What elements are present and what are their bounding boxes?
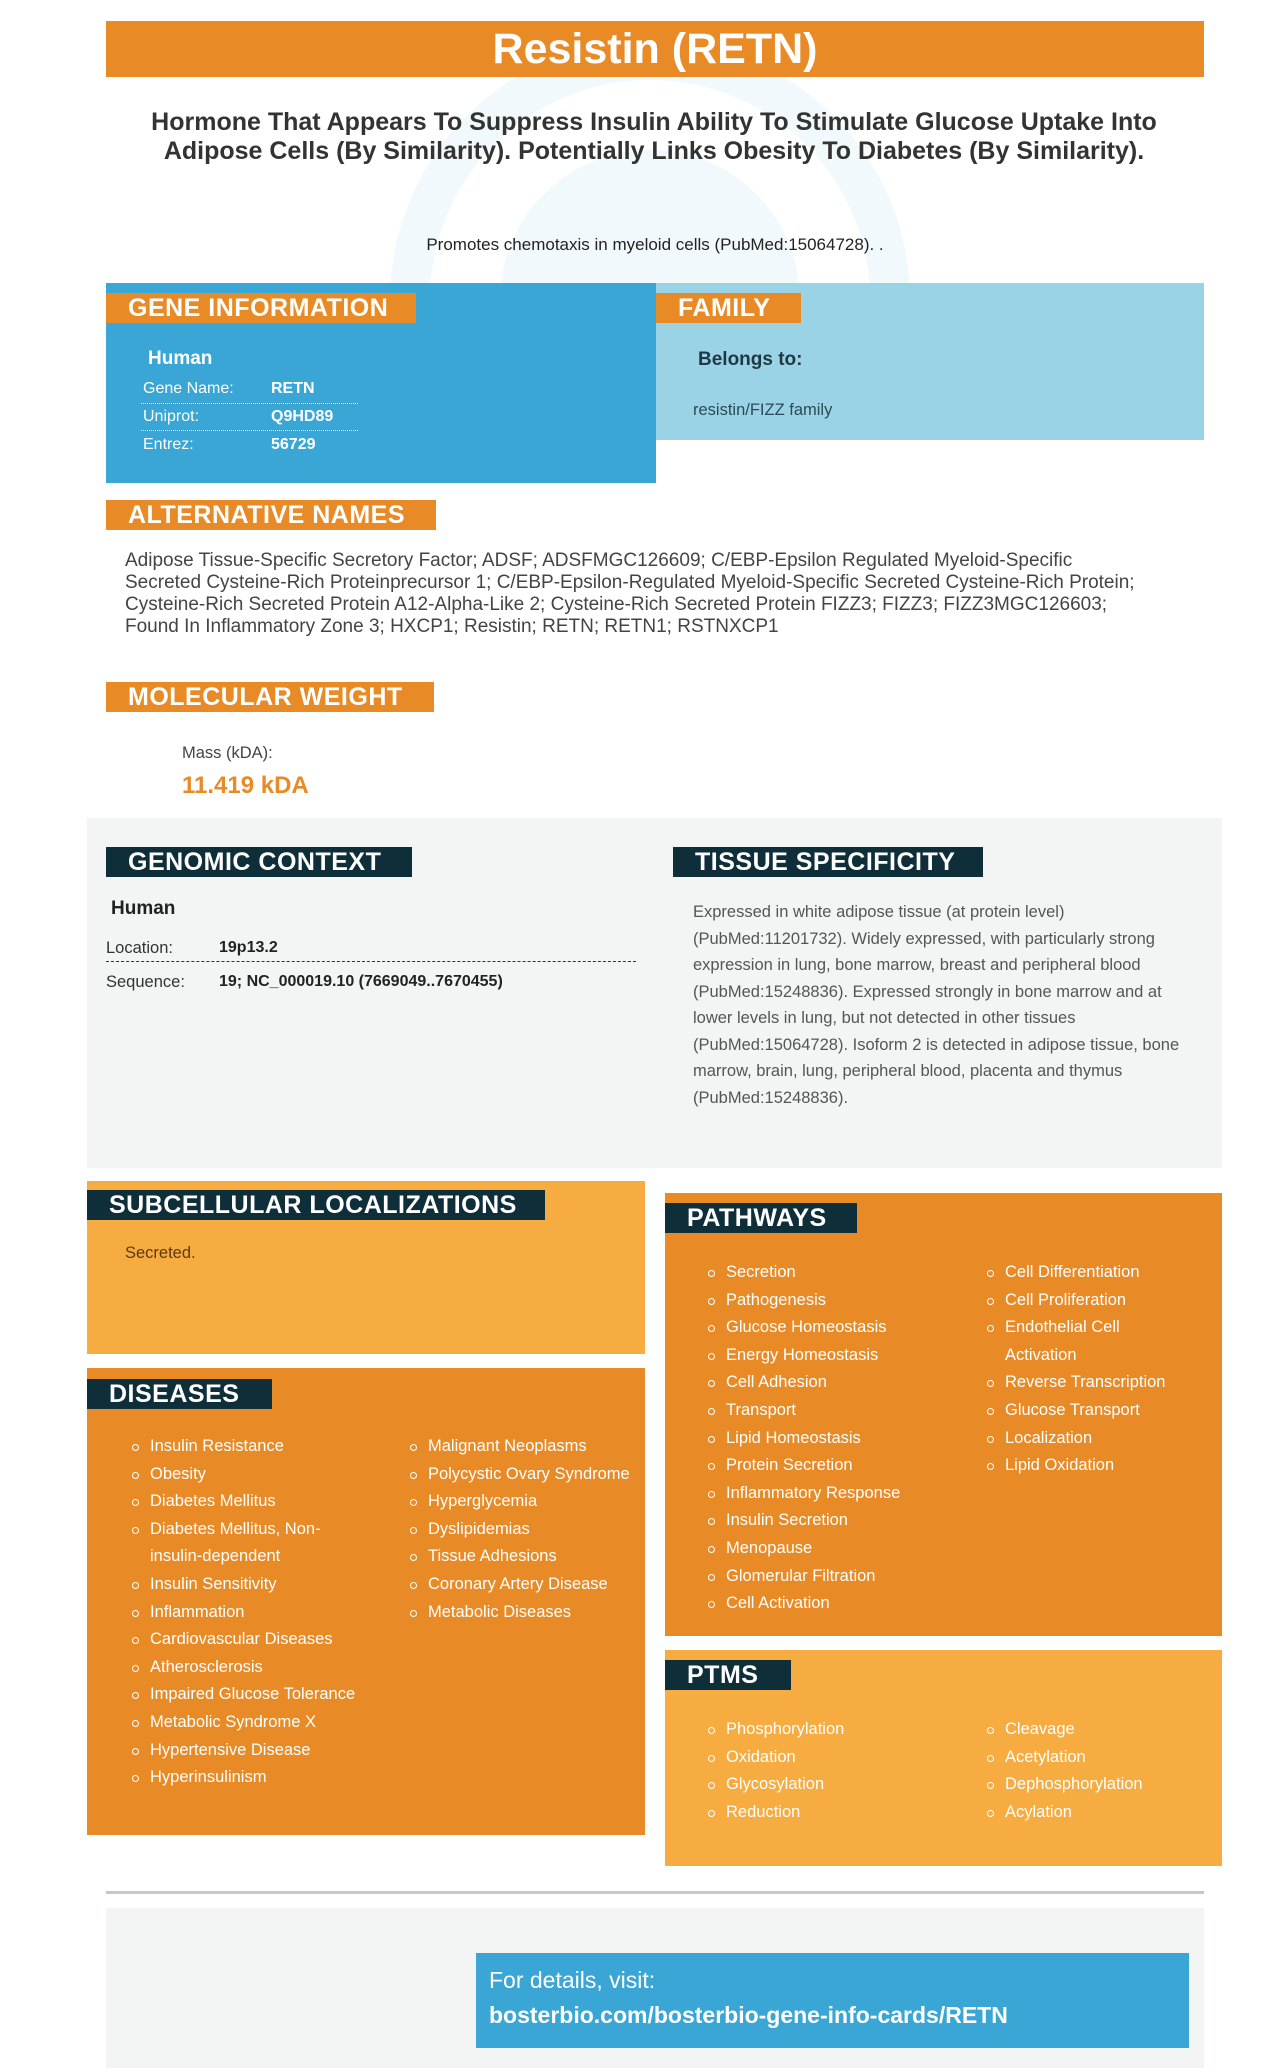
- alternative-names-header: ALTERNATIVE NAMES: [106, 500, 436, 530]
- pathway-item: Localization: [985, 1425, 1185, 1453]
- ptm-item: Oxidation: [706, 1744, 956, 1772]
- location-label: Location:: [106, 939, 173, 957]
- pathway-item: Cell Differentiation: [985, 1259, 1185, 1287]
- disease-item: Inflammation: [130, 1599, 370, 1627]
- details-label: For details, visit:: [489, 1967, 656, 1993]
- footer-divider: [106, 1891, 1204, 1894]
- pathway-item: Glomerular Filtration: [706, 1563, 956, 1591]
- gene-species: Human: [148, 348, 213, 369]
- disease-item: Diabetes Mellitus: [130, 1488, 370, 1516]
- ptm-item: Cleavage: [985, 1716, 1185, 1744]
- sequence-label: Sequence:: [106, 973, 185, 991]
- pathway-item: Glucose Homeostasis: [706, 1314, 956, 1342]
- molecular-weight-header: MOLECULAR WEIGHT: [106, 682, 434, 712]
- pathway-item: Inflammatory Response: [706, 1480, 956, 1508]
- diseases-header: DISEASES: [87, 1379, 272, 1409]
- pathway-item: Energy Homeostasis: [706, 1342, 956, 1370]
- ptms-header: PTMS: [665, 1660, 791, 1690]
- gene-name-label: Gene Name:: [143, 380, 234, 397]
- belongs-to-label: Belongs to:: [698, 349, 803, 370]
- disease-item: Obesity: [130, 1461, 370, 1489]
- disease-item: Hypertensive Disease: [130, 1737, 370, 1765]
- disease-item: Metabolic Syndrome X: [130, 1709, 370, 1737]
- disease-item: Insulin Resistance: [130, 1433, 370, 1461]
- genomic-context-header: GENOMIC CONTEXT: [106, 847, 412, 877]
- pathway-item: Glucose Transport: [985, 1397, 1185, 1425]
- disease-item: Coronary Artery Disease: [408, 1571, 638, 1599]
- disease-item: Hyperinsulinism: [130, 1764, 370, 1792]
- disease-item: Tissue Adhesions: [408, 1543, 638, 1571]
- disease-item: Atherosclerosis: [130, 1654, 370, 1682]
- function-note: Promotes chemotaxis in myeloid cells (PubMed:15064728). .: [426, 235, 884, 254]
- tissue-specificity-header: TISSUE SPECIFICITY: [673, 847, 983, 877]
- pathway-item: Reverse Transcription: [985, 1369, 1185, 1397]
- gene-information-header: GENE INFORMATION: [106, 293, 416, 323]
- pathways-list-col2: [985, 1259, 1185, 1480]
- gene-name-value: RETN: [271, 380, 315, 397]
- family-value: resistin/FIZZ family: [693, 401, 833, 419]
- pathway-item: Menopause: [706, 1535, 956, 1563]
- gene-function-summary: Hormone That Appears To Suppress Insulin Ability To Stimulate Glucose Uptake Into Adipose Cells (By Similarity). Potentially Links Obesity To Diabetes (By Similarity).: [151, 108, 1157, 165]
- disease-item: Cardiovascular Diseases: [130, 1626, 370, 1654]
- pathway-item: Transport: [706, 1397, 956, 1425]
- pathway-item: Lipid Homeostasis: [706, 1425, 956, 1453]
- details-url-link[interactable]: bosterbio.com/bosterbio-gene-info-cards/RETN: [489, 2002, 1008, 2028]
- disease-item: Metabolic Diseases: [408, 1599, 638, 1627]
- subcellular-localizations-header: SUBCELLULAR LOCALIZATIONS: [87, 1190, 545, 1220]
- gene-name-row: [141, 378, 358, 404]
- ptm-item: Dephosphorylation: [985, 1771, 1185, 1799]
- ptms-list-col1: [706, 1716, 956, 1826]
- diseases-list-col1: [130, 1433, 370, 1792]
- ptm-item: Acetylation: [985, 1744, 1185, 1772]
- sequence-value: 19; NC_000019.10 (7669049..7670455): [219, 973, 503, 990]
- mass-value: 11.419 kDA: [182, 772, 309, 799]
- entrez-value: 56729: [271, 436, 316, 453]
- pathway-item: Insulin Secretion: [706, 1507, 956, 1535]
- genomic-species: Human: [111, 898, 176, 919]
- pathways-header: PATHWAYS: [665, 1203, 857, 1233]
- disease-item: Malignant Neoplasms: [408, 1433, 638, 1461]
- page-title: Resistin (RETN): [106, 21, 1204, 77]
- family-header: FAMILY: [656, 293, 801, 323]
- uniprot-value: Q9HD89: [271, 408, 334, 425]
- ptm-item: Phosphorylation: [706, 1716, 956, 1744]
- pathway-item: Secretion: [706, 1259, 956, 1287]
- pathway-item: Endothelial Cell Activation: [985, 1314, 1185, 1369]
- sequence-row: [106, 966, 636, 996]
- mass-label: Mass (kDA):: [182, 744, 273, 762]
- pathway-item: Cell Activation: [706, 1590, 956, 1618]
- tissue-specificity-text: Expressed in white adipose tissue (at protein level) (PubMed:11201732). Widely expressed, with particularly strong expression in lung, bone marrow, breast and peripheral blood (PubMed:15248836). Expressed strongly in bone marrow and at lower levels in lung, but not detected in other tissues (PubMed:15064728). Isoform 2 is detected in adipose tissue, bone marrow, brain, lung, peripheral blood, placenta and thymus (PubMed:15248836).: [693, 903, 1180, 1107]
- uniprot-label: Uniprot:: [143, 408, 200, 425]
- disease-item: Impaired Glucose Tolerance: [130, 1681, 370, 1709]
- pathway-item: Pathogenesis: [706, 1287, 956, 1315]
- location-value: 19p13.2: [219, 939, 278, 956]
- disease-item: Diabetes Mellitus, Non-insulin-dependent: [130, 1516, 370, 1571]
- details-link-box[interactable]: [476, 1953, 1189, 2048]
- disease-item: Polycystic Ovary Syndrome: [408, 1461, 638, 1489]
- entrez-label: Entrez:: [143, 436, 194, 453]
- disease-item: Insulin Sensitivity: [130, 1571, 370, 1599]
- location-row: [106, 932, 636, 962]
- pathway-item: Cell Proliferation: [985, 1287, 1185, 1315]
- pathway-item: Cell Adhesion: [706, 1369, 956, 1397]
- pathway-item: Protein Secretion: [706, 1452, 956, 1480]
- pathway-item: Lipid Oxidation: [985, 1452, 1185, 1480]
- alternative-names-text: Adipose Tissue-Specific Secretory Factor; ADSF; ADSFMGC126609; C/EBP-Epsilon Regulated Myeloid-Specific Secreted Cysteine-Rich Proteinprecursor 1; C/EBP-Epsilon-Regulated Myeloid-Specific Secreted Cysteine-Rich Protein; Cysteine-Rich Secreted Protein A12-Alpha-Like 2; Cysteine-Rich Secreted Protein FIZZ3; FIZZ3; FIZZ3MGC126603; Found In Inflammatory Zone 3; HXCP1; Resistin; RETN; RETN1; RSTNXCP1: [125, 550, 1135, 637]
- ptm-item: Acylation: [985, 1799, 1185, 1827]
- ptms-list-col2: [985, 1716, 1185, 1826]
- entrez-row: [141, 432, 358, 458]
- ptm-item: Glycosylation: [706, 1771, 956, 1799]
- subcellular-value: Secreted.: [125, 1244, 196, 1262]
- disease-item: Hyperglycemia: [408, 1488, 638, 1516]
- diseases-list-col2: [408, 1433, 638, 1626]
- uniprot-row: [141, 405, 358, 431]
- disease-item: Dyslipidemias: [408, 1516, 638, 1544]
- ptm-item: Reduction: [706, 1799, 956, 1827]
- pathways-list-col1: [706, 1259, 956, 1618]
